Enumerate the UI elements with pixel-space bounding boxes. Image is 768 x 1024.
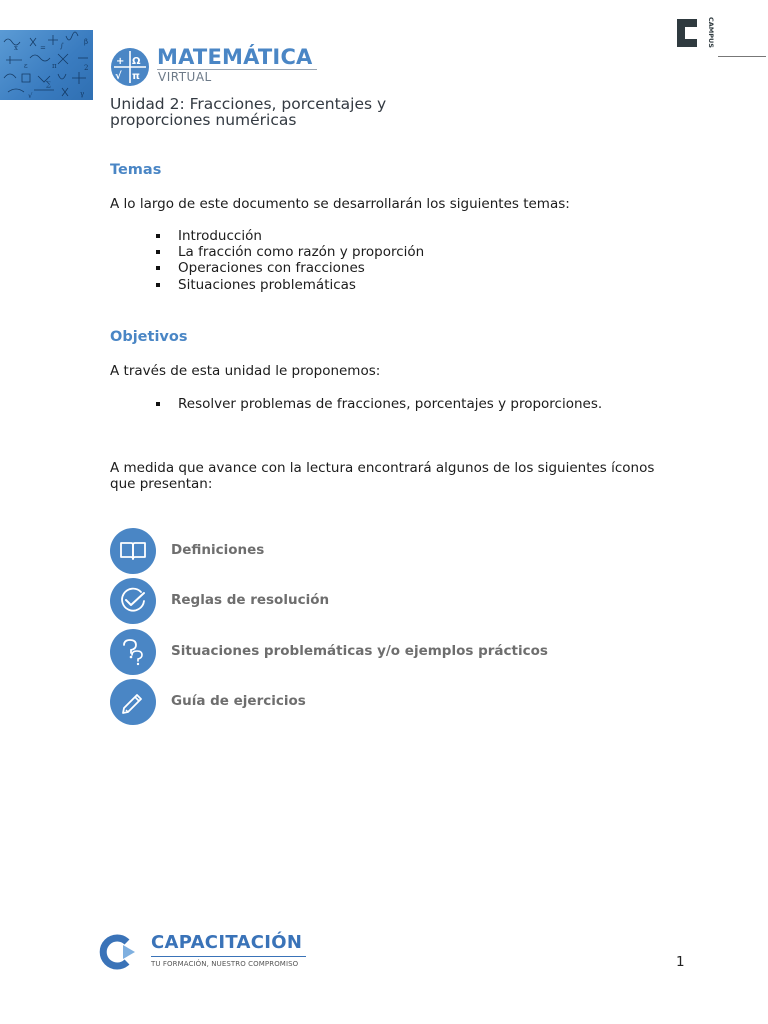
svg-text:x: x [14,44,18,52]
brand-subtitle: VIRTUAL [158,70,212,84]
svg-text:Ω: Ω [132,56,141,67]
footer-tagline: TU FORMACIÓN, NUESTRO COMPROMISO [151,960,299,968]
campus-logo [673,15,718,51]
list-item: La fracción como razón y proporción [156,244,424,260]
capacitacion-mark-icon [97,934,141,970]
temas-heading: Temas [110,162,162,178]
math-formula-banner-image [0,30,93,100]
pencil-icon [110,679,156,725]
svg-text:2: 2 [84,64,89,72]
bullet-icon [156,250,160,254]
list-item: Operaciones con fracciones [156,260,424,276]
matematica-virtual-brand [110,45,330,89]
objetivos-intro: A través de esta unidad le proponemos: [110,363,381,379]
campus-divider [718,56,766,57]
objetivos-list [156,396,602,412]
check-badge-icon [110,578,156,624]
unit-title [110,96,530,128]
objetivos-heading: Objetivos [110,329,188,345]
bullet-icon [156,283,160,287]
legend-item-reglas [110,578,630,624]
list-item: Situaciones problemáticas [156,277,424,293]
legend-label: Guía de ejercicios [171,693,306,709]
capacitacion-logo [97,932,312,972]
temas-intro: A lo largo de este documento se desarrollarán los siguientes temas: [110,196,570,212]
svg-text:∫: ∫ [60,42,64,50]
campus-label: CAMPUS [707,17,715,48]
icons-intro-line-1: A medida que avance con la lectura encontrará algunos de los siguientes íconos [110,460,655,476]
svg-text:π: π [52,62,57,70]
list-item: Introducción [156,228,424,244]
legend-label: Definiciones [171,542,265,558]
matematica-logo-icon [110,47,150,87]
svg-text:+: + [116,56,125,67]
icons-intro [110,460,700,492]
brand-title: MATEMÁTICA [157,45,313,69]
svg-text:√: √ [115,71,122,82]
svg-text:=: = [40,44,46,52]
svg-text:ε: ε [24,62,28,70]
legend-item-guia [110,679,630,725]
legend-item-situaciones [110,629,630,675]
svg-text:γ: γ [80,90,85,98]
svg-text:√: √ [28,92,33,100]
svg-text:π: π [132,71,140,82]
footer-divider [151,956,306,957]
page-number: 1 [676,954,685,970]
question-marks-icon [110,629,156,675]
unit-title-line-1: Unidad 2: Fracciones, porcentajes y [110,95,387,113]
footer-title: CAPACITACIÓN [151,932,303,953]
legend-item-definiciones [110,528,630,574]
legend-label: Situaciones problemáticas y/o ejemplos prácticos [171,643,548,659]
temas-list [156,228,424,293]
bullet-icon [156,234,160,238]
legend-label: Reglas de resolución [171,592,330,608]
book-icon [110,528,156,574]
svg-text:β: β [84,38,89,46]
unit-title-line-2: proporciones numéricas [110,111,297,129]
list-item: Resolver problemas de fracciones, porcentajes y proporciones. [156,396,602,412]
bullet-icon [156,266,160,270]
icons-intro-line-2: que presentan: [110,476,213,492]
bullet-icon [156,402,160,406]
svg-text:∑: ∑ [46,80,51,88]
